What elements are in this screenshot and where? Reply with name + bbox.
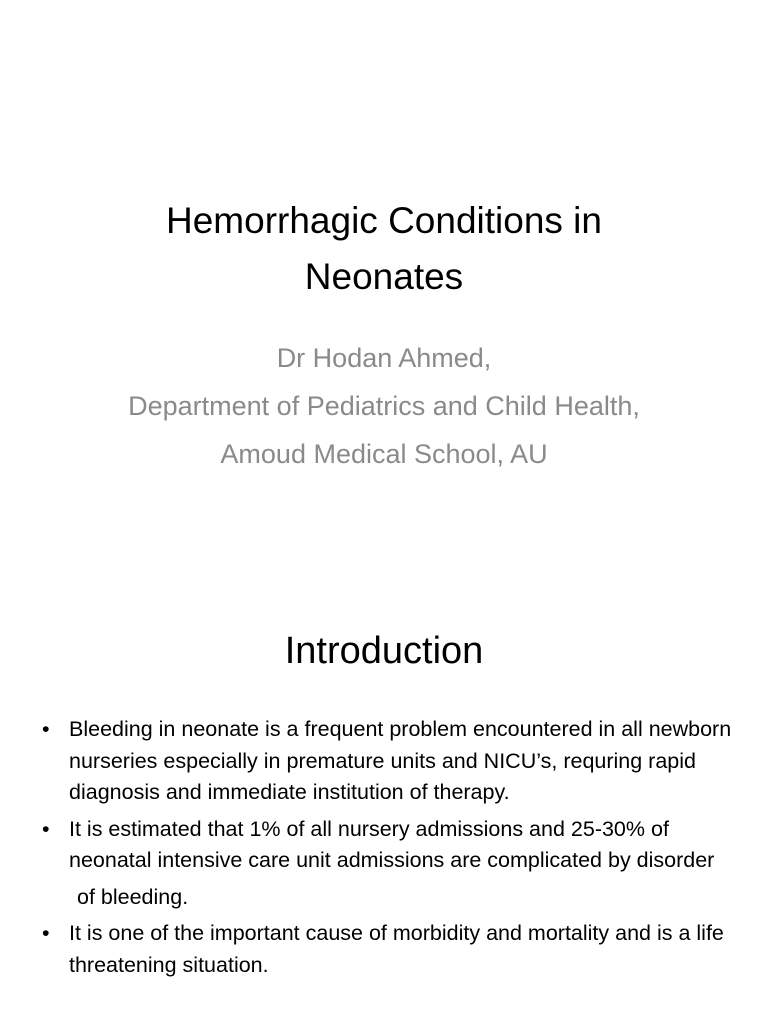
author-block — [60, 334, 708, 478]
bullet-icon: • — [42, 921, 50, 945]
author-institution: Amoud Medical School, AU — [220, 439, 548, 469]
author-name: Dr Hodan Ahmed, — [276, 343, 492, 373]
bullet-item — [42, 918, 732, 981]
author-department: Department of Pediatrics and Child Health, — [128, 391, 640, 421]
bullet-icon: • — [42, 717, 50, 741]
bullet-item — [42, 714, 732, 809]
bullet-text: It is one of the important cause of morbidity and mortality and is a life threatening situation. — [69, 921, 724, 977]
bullet-item — [42, 814, 732, 877]
bullet-continuation: of bleeding. — [77, 884, 189, 909]
bullet-list — [42, 714, 732, 986]
bullet-icon: • — [42, 816, 50, 841]
bullet-text: It is estimated that 1% of all nursery admissions and 25-30% of neonatal intensive care unit admissions are complicated by disorder — [69, 816, 715, 872]
slide-title: Introduction — [284, 630, 484, 672]
bullet-text: Bleeding in neonate is a frequent problem encountered in all newborn nurseries especially in premature units and NICU’s, requring rapid diagnosis and immediate institution of therapy. — [69, 717, 732, 804]
presentation-title: Hemorrhagic Conditions in Neonates — [166, 200, 602, 297]
introduction-slide — [0, 576, 768, 1024]
